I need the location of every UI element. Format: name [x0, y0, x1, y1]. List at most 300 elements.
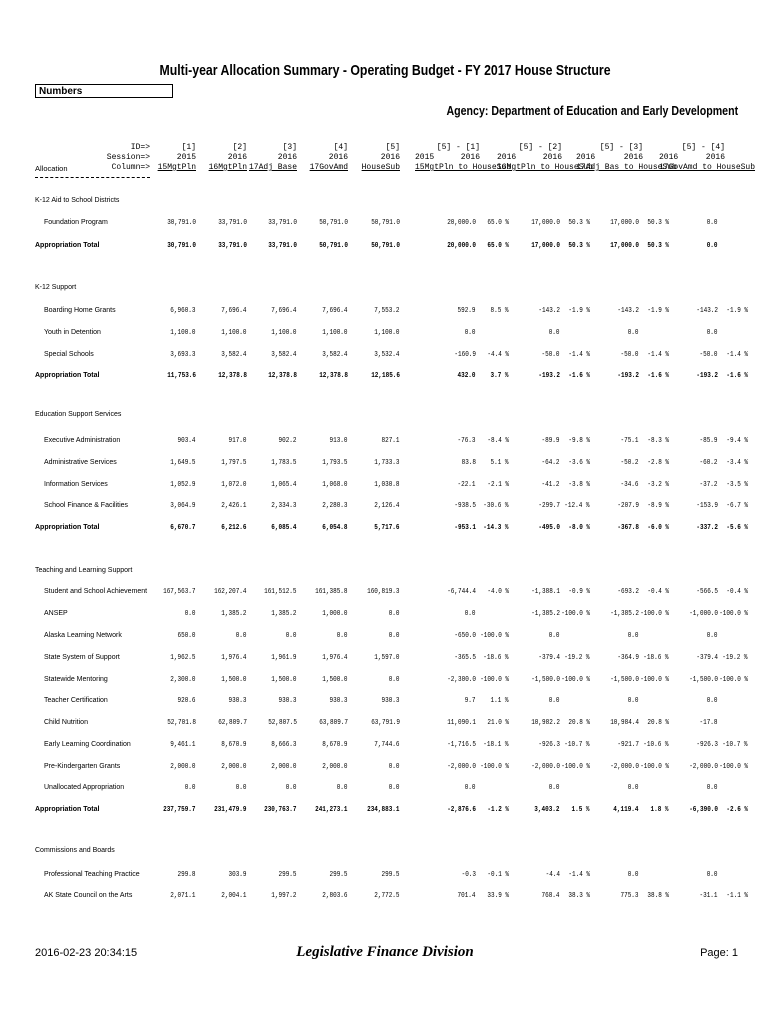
value-cell: 2,300.0: [170, 676, 196, 684]
diff-column-id: [5] - [3]: [599, 143, 643, 152]
diff-percent-cell: -8.4 %: [487, 437, 509, 445]
value-cell: 241,273.1: [315, 806, 348, 814]
row-label: Teacher Certification: [44, 697, 108, 704]
diff-session-from: 2016: [497, 153, 517, 162]
value-cell: 50,791.0: [319, 242, 348, 250]
header-row-labels: [107, 143, 150, 173]
diff-amount-cell: -926.3: [538, 741, 560, 749]
diff-percent-cell: -1.1 %: [726, 892, 748, 900]
section-title: Education Support Services: [35, 411, 122, 418]
diff-percent-cell: -6.0 %: [647, 524, 669, 532]
diff-percent-cell: 50.3 %: [647, 242, 669, 250]
value-cell: 11,753.6: [167, 372, 196, 380]
value-cell: 3,582.4: [271, 351, 297, 359]
table-row: [0, 307, 770, 319]
diff-percent-cell: -10.7 %: [722, 741, 748, 749]
diff-amount-cell: -207.9: [617, 502, 639, 510]
diff-amount-cell: 10,982.2: [531, 719, 560, 727]
diff-amount-cell: 0.0: [628, 329, 639, 337]
column-header: [362, 143, 400, 173]
diff-percent-cell: -4.4 %: [487, 351, 509, 359]
row-label: Pre-Kindergarten Grants: [44, 763, 121, 770]
diff-amount-cell: -50.0: [699, 351, 718, 359]
diff-percent-cell: -12.4 %: [564, 502, 590, 510]
value-cell: 52,701.8: [167, 719, 196, 727]
diff-percent-cell: 5.1 %: [490, 459, 509, 467]
value-cell: 2,803.6: [322, 892, 348, 900]
diff-percent-cell: -10.7 %: [564, 741, 590, 749]
diff-percent-cell: -1.9 %: [568, 307, 590, 315]
value-cell: 234,883.1: [367, 806, 400, 814]
diff-percent-cell: -1.6 %: [568, 372, 590, 380]
diff-percent-cell: -18.6 %: [483, 654, 509, 662]
diff-amount-cell: -143.2: [696, 307, 718, 315]
diff-amount-cell: 768.4: [541, 892, 560, 900]
diff-amount-cell: 0.0: [549, 784, 560, 792]
value-cell: 1,783.5: [271, 459, 297, 467]
diff-amount-cell: -85.9: [699, 437, 718, 445]
table-row: [0, 459, 770, 471]
value-cell: 1,500.0: [221, 676, 247, 684]
value-cell: 0.0: [185, 610, 196, 618]
diff-amount-cell: -143.2: [538, 307, 560, 315]
row-label: Information Services: [44, 481, 108, 488]
diff-amount-cell: -2,000.0: [447, 763, 476, 771]
diff-percent-cell: -100.0 %: [640, 610, 669, 618]
value-cell: 0.0: [389, 610, 400, 618]
value-cell: 1,072.0: [221, 481, 247, 489]
column-session: 2016: [227, 153, 247, 162]
column-session: 2015: [176, 153, 196, 162]
column-id: [4]: [333, 143, 348, 152]
diff-percent-cell: -5.6 %: [726, 524, 748, 532]
value-cell: 1,962.5: [170, 654, 196, 662]
value-cell: 1,797.5: [221, 459, 247, 467]
diff-percent-cell: -1.2 %: [487, 806, 509, 814]
diff-amount-cell: -693.2: [617, 588, 639, 596]
column-header: [158, 143, 196, 173]
numbers-label: Numbers: [35, 84, 173, 98]
value-cell: 9,461.1: [170, 741, 196, 749]
row-label: Early Learning Coordination: [44, 741, 131, 748]
table-row: [0, 502, 770, 514]
value-cell: 917.0: [228, 437, 247, 445]
value-cell: 1,100.0: [374, 329, 400, 337]
value-cell: 52,807.5: [268, 719, 297, 727]
diff-percent-cell: -3.4 %: [726, 459, 748, 467]
row-label: ANSEP: [44, 610, 68, 617]
value-cell: 2,000.0: [170, 763, 196, 771]
diff-column-header: [576, 143, 677, 173]
diff-percent-cell: -1.9 %: [726, 307, 748, 315]
value-cell: 162,207.4: [214, 588, 247, 596]
table-row: [0, 654, 770, 666]
diff-amount-cell: 0.0: [465, 610, 476, 618]
diff-percent-cell: -3.5 %: [726, 481, 748, 489]
diff-percent-cell: 8.5 %: [490, 307, 509, 315]
value-cell: 2,000.0: [221, 763, 247, 771]
diff-amount-cell: -2,300.0: [447, 676, 476, 684]
diff-amount-cell: 9.7: [465, 697, 476, 705]
diff-percent-cell: -19.2 %: [564, 654, 590, 662]
value-cell: 8,670.9: [322, 741, 348, 749]
diff-percent-cell: -100.0 %: [719, 676, 748, 684]
value-cell: 6,054.8: [322, 524, 348, 532]
diff-amount-cell: 0.0: [628, 871, 639, 879]
column-id: [1]: [181, 143, 196, 152]
value-cell: 2,000.0: [322, 763, 348, 771]
value-cell: 0.0: [236, 632, 247, 640]
value-cell: 2,334.3: [271, 502, 297, 510]
table-row: [0, 892, 770, 904]
diff-amount-cell: 3,403.2: [534, 806, 560, 814]
allocation-divider: [35, 177, 150, 178]
value-cell: 7,553.2: [374, 307, 400, 315]
row-label: Alaska Learning Network: [44, 632, 122, 639]
diff-percent-cell: -8.0 %: [568, 524, 590, 532]
value-cell: 8,666.3: [271, 741, 297, 749]
diff-percent-cell: -100.0 %: [561, 676, 590, 684]
table-row: [0, 676, 770, 688]
column-id: [2]: [232, 143, 247, 152]
column-name: 16MgtPln: [208, 163, 247, 172]
diff-amount-cell: 20,000.0: [447, 219, 476, 227]
row-label: Special Schools: [44, 351, 94, 358]
row-label: Executive Administration: [44, 437, 121, 444]
diff-amount-cell: 20,000.0: [447, 242, 476, 250]
column-name: 17GovAmd: [309, 163, 348, 172]
value-cell: 1,000.0: [322, 610, 348, 618]
diff-amount-cell: 83.8: [461, 459, 476, 467]
value-cell: 1,385.2: [271, 610, 297, 618]
diff-column-header: [659, 143, 756, 173]
row-label: Administrative Services: [44, 459, 117, 466]
diff-amount-cell: -566.5: [696, 588, 718, 596]
diff-percent-cell: -14.3 %: [483, 524, 509, 532]
diff-amount-cell: -31.1: [699, 892, 718, 900]
diff-session-from: 2015: [415, 153, 435, 162]
diff-amount-cell: -495.0: [538, 524, 560, 532]
value-cell: 920.6: [177, 697, 196, 705]
value-cell: 6,212.6: [221, 524, 247, 532]
value-cell: 7,696.4: [271, 307, 297, 315]
value-cell: 161,385.8: [315, 588, 348, 596]
value-cell: 0.0: [185, 784, 196, 792]
diff-amount-cell: -89.9: [541, 437, 560, 445]
diff-percent-cell: -100.0 %: [480, 763, 509, 771]
row-label: Appropriation Total: [35, 524, 100, 531]
diff-amount-cell: -41.2: [541, 481, 560, 489]
value-cell: 1,100.0: [170, 329, 196, 337]
diff-percent-cell: -18.6 %: [643, 654, 669, 662]
row-label: State System of Support: [44, 654, 120, 661]
value-cell: 902.2: [278, 437, 297, 445]
diff-column-header: [497, 143, 594, 173]
value-cell: 12,378.8: [218, 372, 247, 380]
value-cell: 1,976.4: [322, 654, 348, 662]
appropriation-total-row: [0, 524, 770, 536]
value-cell: 8,670.9: [221, 741, 247, 749]
appropriation-total-row: [0, 372, 770, 384]
diff-amount-cell: 0.0: [465, 329, 476, 337]
diff-percent-cell: -30.6 %: [483, 502, 509, 510]
value-cell: 930.3: [381, 697, 400, 705]
value-cell: 50,791.0: [319, 219, 348, 227]
value-cell: 1,068.0: [322, 481, 348, 489]
diff-amount-cell: -379.4: [696, 654, 718, 662]
diff-percent-cell: -1.4 %: [568, 871, 590, 879]
diff-column-name: 17Adj Bas to HouseSub: [576, 163, 677, 172]
table-row: [0, 697, 770, 709]
value-cell: 33,791.0: [218, 242, 247, 250]
value-cell: 0.0: [337, 784, 348, 792]
table-row: [0, 588, 770, 600]
diff-amount-cell: -2,000.0: [531, 763, 560, 771]
diff-amount-cell: -6,744.4: [447, 588, 476, 596]
diff-percent-cell: -1.9 %: [647, 307, 669, 315]
row-label: Appropriation Total: [35, 242, 100, 249]
section-title: Commissions and Boards: [35, 847, 115, 854]
value-cell: 6,960.3: [170, 307, 196, 315]
value-cell: 2,071.1: [170, 892, 196, 900]
diff-amount-cell: 0.0: [628, 697, 639, 705]
value-cell: 7,696.4: [322, 307, 348, 315]
diff-column-id: [5] - [1]: [436, 143, 480, 152]
diff-column-sessions: [497, 153, 562, 163]
table-row: [0, 329, 770, 341]
section-title: K-12 Support: [35, 284, 77, 291]
value-cell: 930.3: [278, 697, 297, 705]
diff-amount-cell: 17,000.0: [610, 242, 639, 250]
row-label: Boarding Home Grants: [44, 307, 116, 314]
table-row: [0, 610, 770, 622]
diff-amount-cell: -193.2: [696, 372, 718, 380]
value-cell: 2,280.3: [322, 502, 348, 510]
diff-amount-cell: -22.1: [457, 481, 476, 489]
diff-session-to: 2016: [460, 153, 480, 162]
allocation-label: Allocation: [35, 164, 68, 173]
value-cell: 231,479.9: [214, 806, 247, 814]
value-cell: 1,597.0: [374, 654, 400, 662]
diff-amount-cell: -2,000.0: [610, 763, 639, 771]
diff-amount-cell: -4.4: [545, 871, 560, 879]
diff-percent-cell: 38.8 %: [647, 892, 669, 900]
value-cell: 160,819.3: [367, 588, 400, 596]
diff-percent-cell: 65.0 %: [487, 242, 509, 250]
diff-amount-cell: -1,716.5: [447, 741, 476, 749]
value-cell: 3,693.3: [170, 351, 196, 359]
diff-amount-cell: -34.6: [620, 481, 639, 489]
value-cell: 930.3: [329, 697, 348, 705]
diff-percent-cell: -0.1 %: [487, 871, 509, 879]
diff-percent-cell: -3.8 %: [568, 481, 590, 489]
diff-amount-cell: 432.0: [457, 372, 476, 380]
value-cell: 3,582.4: [221, 351, 247, 359]
diff-percent-cell: -2.8 %: [647, 459, 669, 467]
value-cell: 33,791.0: [218, 219, 247, 227]
diff-amount-cell: -0.3: [461, 871, 476, 879]
value-cell: 1,997.2: [271, 892, 297, 900]
diff-amount-cell: 0.0: [628, 784, 639, 792]
diff-column-sessions: [576, 153, 643, 163]
value-cell: 1,052.9: [170, 481, 196, 489]
column-header: [209, 143, 247, 173]
diff-percent-cell: -100.0 %: [719, 610, 748, 618]
value-cell: 5,717.6: [374, 524, 400, 532]
diff-session-from: 2016: [659, 153, 679, 162]
diff-percent-cell: 50.3 %: [568, 242, 590, 250]
diff-column-id: [5] - [2]: [518, 143, 562, 152]
column-name: HouseSub: [361, 163, 400, 172]
value-cell: 0.0: [286, 784, 297, 792]
diff-percent-cell: -3.2 %: [647, 481, 669, 489]
value-cell: 2,126.4: [374, 502, 400, 510]
value-cell: 0.0: [389, 632, 400, 640]
column-session: 2016: [277, 153, 297, 162]
section-title: K-12 Aid to School Districts: [35, 197, 120, 204]
diff-amount-cell: 0.0: [707, 784, 718, 792]
row-label: Student and School Achievement: [44, 588, 148, 595]
value-cell: 2,004.1: [221, 892, 247, 900]
diff-percent-cell: -10.6 %: [643, 741, 669, 749]
diff-amount-cell: -365.5: [454, 654, 476, 662]
footer-timestamp: 2016-02-23 20:34:15: [35, 947, 138, 959]
diff-amount-cell: -37.2: [699, 481, 718, 489]
diff-column-name: 17GovAmd to HouseSub: [659, 163, 756, 172]
diff-percent-cell: -1.4 %: [568, 351, 590, 359]
value-cell: 299.5: [381, 871, 400, 879]
value-cell: 33,791.0: [268, 242, 297, 250]
diff-amount-cell: -153.9: [696, 502, 718, 510]
diff-amount-cell: -6,390.0: [689, 806, 718, 814]
value-cell: 12,185.6: [371, 372, 400, 380]
diff-amount-cell: -193.2: [538, 372, 560, 380]
diff-amount-cell: 11,090.1: [447, 719, 476, 727]
diff-percent-cell: -4.0 %: [487, 588, 509, 596]
value-cell: 930.3: [228, 697, 247, 705]
diff-column-sessions: [415, 153, 480, 163]
value-cell: 63,809.7: [319, 719, 348, 727]
diff-percent-cell: -9.4 %: [726, 437, 748, 445]
diff-percent-cell: -8.9 %: [647, 502, 669, 510]
value-cell: 7,696.4: [221, 307, 247, 315]
diff-amount-cell: -193.2: [617, 372, 639, 380]
diff-percent-cell: -100.0 %: [640, 676, 669, 684]
row-label: Child Nutrition: [44, 719, 88, 726]
column-name: 15MgtPln: [157, 163, 196, 172]
column-name: 17Adj Base: [248, 163, 297, 172]
diff-percent-cell: -100.0 %: [480, 632, 509, 640]
value-cell: 0.0: [389, 763, 400, 771]
diff-amount-cell: -64.2: [541, 459, 560, 467]
diff-percent-cell: 33.9 %: [487, 892, 509, 900]
diff-amount-cell: 592.9: [457, 307, 476, 315]
value-cell: 167,563.7: [163, 588, 196, 596]
value-cell: 650.0: [177, 632, 196, 640]
diff-amount-cell: -1,500.0: [689, 676, 718, 684]
value-cell: 1,385.2: [221, 610, 247, 618]
diff-percent-cell: -2.1 %: [487, 481, 509, 489]
diff-percent-cell: -1.6 %: [726, 372, 748, 380]
column-session: 2016: [328, 153, 348, 162]
value-cell: 50,791.0: [371, 242, 400, 250]
value-cell: 230,763.7: [264, 806, 297, 814]
diff-percent-cell: -100.0 %: [561, 610, 590, 618]
diff-amount-cell: -1,388.1: [531, 588, 560, 596]
diff-column-sessions: [659, 153, 725, 163]
column-header: [310, 143, 348, 173]
diff-amount-cell: 0.0: [707, 242, 718, 250]
diff-amount-cell: 0.0: [707, 329, 718, 337]
diff-amount-cell: 0.0: [707, 632, 718, 640]
diff-amount-cell: 17,000.0: [610, 219, 639, 227]
diff-percent-cell: -1.4 %: [726, 351, 748, 359]
value-cell: 161,512.5: [264, 588, 297, 596]
diff-percent-cell: 3.7 %: [490, 372, 509, 380]
diff-session-to: 2016: [623, 153, 643, 162]
diff-percent-cell: -100.0 %: [640, 763, 669, 771]
diff-percent-cell: 50.3 %: [568, 219, 590, 227]
diff-percent-cell: -2.6 %: [726, 806, 748, 814]
diff-amount-cell: 0.0: [628, 632, 639, 640]
diff-amount-cell: 0.0: [465, 784, 476, 792]
value-cell: 30,791.0: [167, 242, 196, 250]
value-cell: 903.4: [177, 437, 196, 445]
value-cell: 2,772.5: [374, 892, 400, 900]
diff-percent-cell: 20.8 %: [647, 719, 669, 727]
diff-amount-cell: -1,500.0: [531, 676, 560, 684]
row-label: School Finance & Facilities: [44, 502, 129, 509]
diff-percent-cell: -18.1 %: [483, 741, 509, 749]
diff-amount-cell: -17.8: [699, 719, 718, 727]
value-cell: 2,000.0: [271, 763, 297, 771]
value-cell: 0.0: [286, 632, 297, 640]
diff-percent-cell: -100.0 %: [561, 763, 590, 771]
agency-title: Agency: Department of Education and Early Development: [446, 104, 738, 118]
value-cell: 1,961.9: [271, 654, 297, 662]
diff-amount-cell: -367.8: [617, 524, 639, 532]
diff-amount-cell: -299.7: [538, 502, 560, 510]
diff-amount-cell: -953.1: [454, 524, 476, 532]
value-cell: 827.1: [381, 437, 400, 445]
value-cell: 1,649.5: [170, 459, 196, 467]
diff-percent-cell: 1.8 %: [650, 806, 669, 814]
value-cell: 237,759.7: [163, 806, 196, 814]
diff-amount-cell: -50.2: [620, 459, 639, 467]
value-cell: 7,744.6: [374, 741, 400, 749]
diff-amount-cell: 17,000.0: [531, 219, 560, 227]
row-label: Professional Teaching Practice: [44, 871, 140, 878]
value-cell: 3,582.4: [322, 351, 348, 359]
row-label: Unallocated Appropriation: [44, 784, 125, 791]
table-row: [0, 741, 770, 753]
diff-column-id: [5] - [4]: [681, 143, 725, 152]
value-cell: 50,791.0: [371, 219, 400, 227]
diff-percent-cell: 1.5 %: [571, 806, 590, 814]
diff-amount-cell: -379.4: [538, 654, 560, 662]
diff-amount-cell: -1,385.2: [610, 610, 639, 618]
row-label: Foundation Program: [44, 219, 108, 226]
value-cell: 0.0: [389, 676, 400, 684]
value-cell: 1,733.3: [374, 459, 400, 467]
diff-column-header: [415, 143, 512, 173]
diff-amount-cell: 0.0: [707, 219, 718, 227]
value-cell: 6,085.4: [271, 524, 297, 532]
value-cell: 1,976.4: [221, 654, 247, 662]
value-cell: 1,100.0: [322, 329, 348, 337]
diff-amount-cell: -60.2: [699, 459, 718, 467]
table-row: [0, 481, 770, 493]
